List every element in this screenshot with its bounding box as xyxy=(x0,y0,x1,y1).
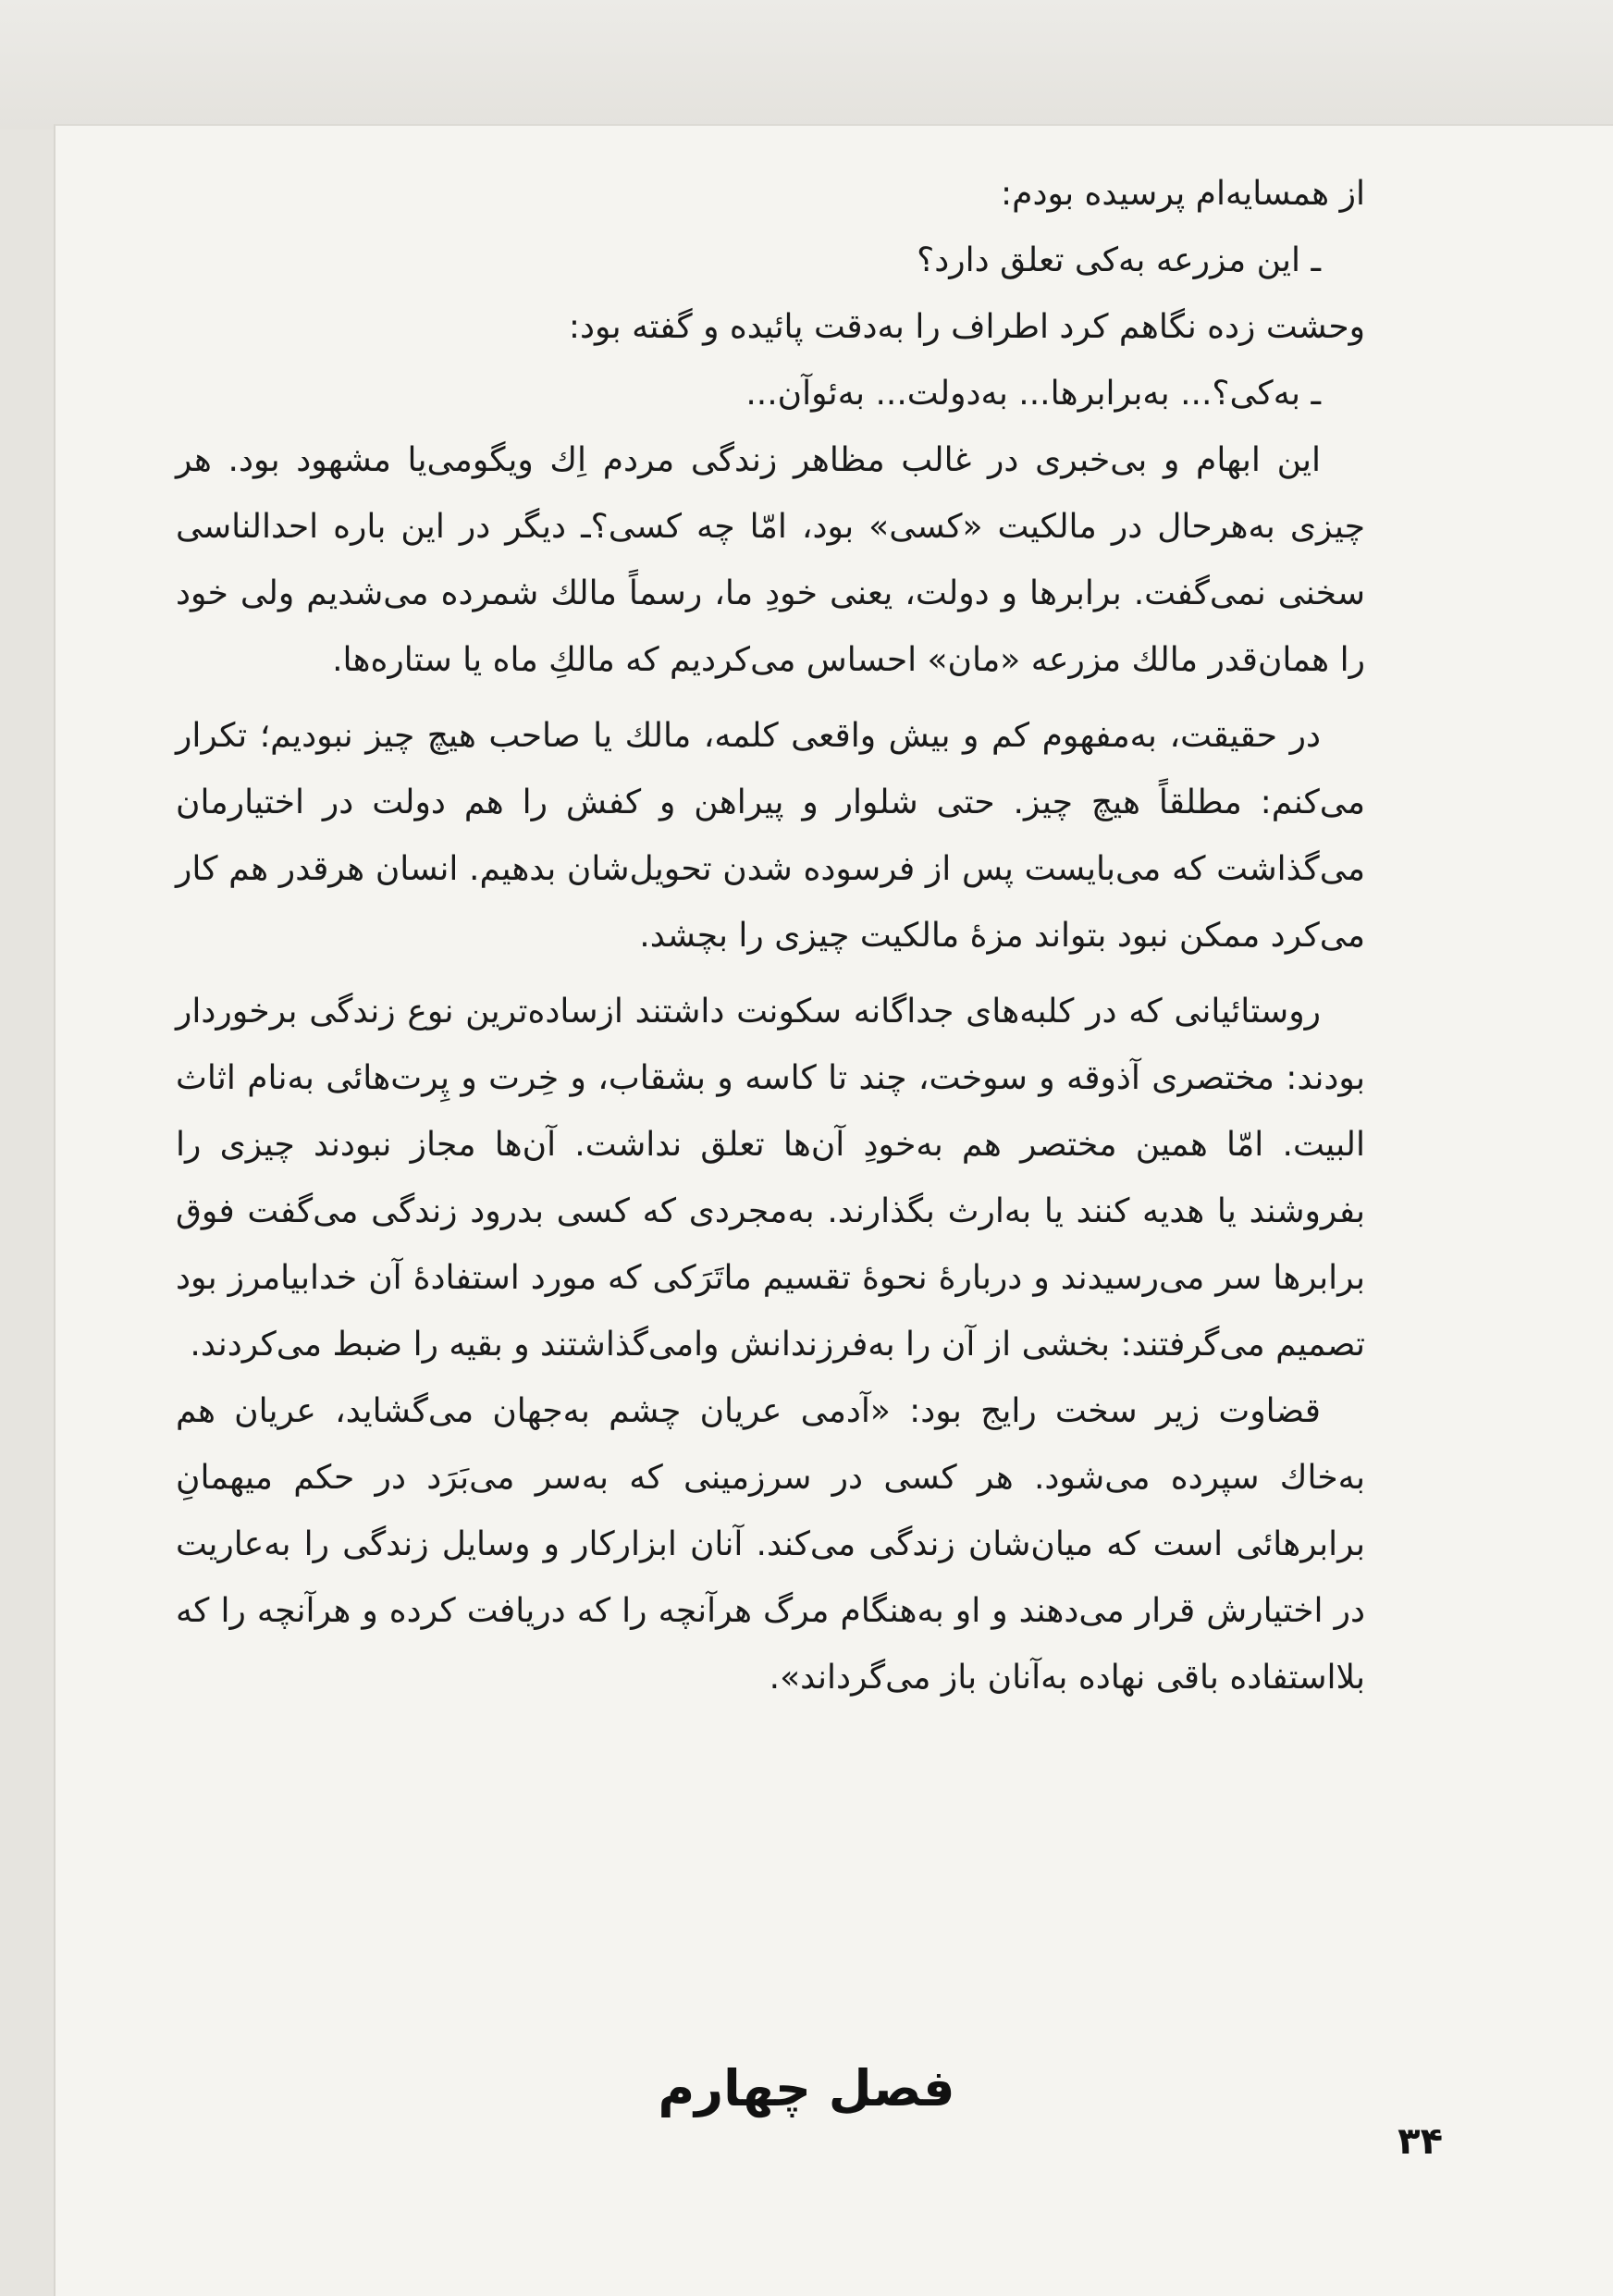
paragraph: از همسایه‌ام پرسیده بودم: xyxy=(1001,175,1365,213)
paragraph: این ابهام و بی‌خبری در غالب مظاهر زندگی مردم اِك ویگومی‌یا مشهود بود. هر چیزی به‌هرحال در مالکیت «کسی» بود، امّا چه کسی؟ـ دیگر در این باره احدالناسی سخنی نمی‌گفت. برابرها و دولت، یعنی خودِ ما، رسماً مالك شمرده می‌شدیم ولی خود را همان‌قدر مالك مزرعه «مان» احساس می‌کردیم که مالكِ ماه یا ستاره‌ها. xyxy=(176,441,1365,679)
paragraph: در حقیقت، به‌مفهوم کم و بیش واقعی کلمه، مالك یا صاحب هیچ چیز نبودیم؛ تکرار می‌کنم: مطلقاً هیچ چیز. حتی شلوار و پیراهن و کفش را هم دولت در اختیارمان می‌گذاشت که می‌بایست پس از فرسوده شدن تحویل‌شان بدهیم. انسان هرقدر هم کار می‌کرد ممکن نبود بتواند مزهٔ مالکیت چیزی را بچشد. xyxy=(176,717,1365,955)
paragraph: روستائیانی که در کلبه‌های جداگانه سکونت داشتند ازساده‌ترین نوع زندگی برخوردار بودند: مختصری آذوقه و سوخت، چند تا کاسه و بشقاب، و خِرت و پِرت‌هائی به‌نام اثاث البیت. امّا همین مختصر هم به‌خودِ آن‌ها تعلق نداشت. آن‌ها مجاز نبودند چیزی را بفروشند یا هدیه کنند یا به‌ارث بگذارند. به‌مجردی که کسی بدرود زندگی می‌گفت فوق برابرها سر می‌رسیدند و دربارهٔ نحوهٔ تقسیم ماتَرَکی که مورد استفادهٔ آن خدابیامرز بود تصمیم می‌گرفتند: بخشی از آن را به‌فرزندانش وامی‌گذاشتند و بقیه را ضبط می‌کردند. xyxy=(176,993,1365,1364)
paragraph: وحشت زده نگاهم کرد اطراف را به‌دقت پائیده و گفته بود: xyxy=(568,308,1365,346)
paragraph: ـ به‌کی؟... به‌برابرها... به‌دولت... به‌ئوآن... xyxy=(745,375,1321,413)
paragraph: ـ این مزرعه به‌کی تعلق دارد؟ xyxy=(917,241,1321,279)
page-number: ۳۴ xyxy=(1398,2120,1443,2163)
paragraph: قضاوت زیر سخت رایج بود: «آدمی عریان چشم به‌جهان می‌گشاید، عریان هم به‌خاك سپرده می‌شود. هر کسی در سرزمینی که به‌سر می‌بَرَد در حکم میهمانِ برابرهائی است که میان‌شان زندگی می‌کند. آنان ابزارکار و وسایل زندگی را به‌عاریت در اختیارش قرار می‌دهند و او به‌هنگام مرگ هرآنچه را که دریافت کرده و هرآنچه را که بلااستفاده باقی نهاده به‌آنان باز می‌گرداند». xyxy=(176,1392,1365,1697)
page-body xyxy=(176,161,1365,1711)
chapter-title: فصل چهارم xyxy=(658,2059,955,2117)
scan-top-strip xyxy=(0,0,1613,130)
